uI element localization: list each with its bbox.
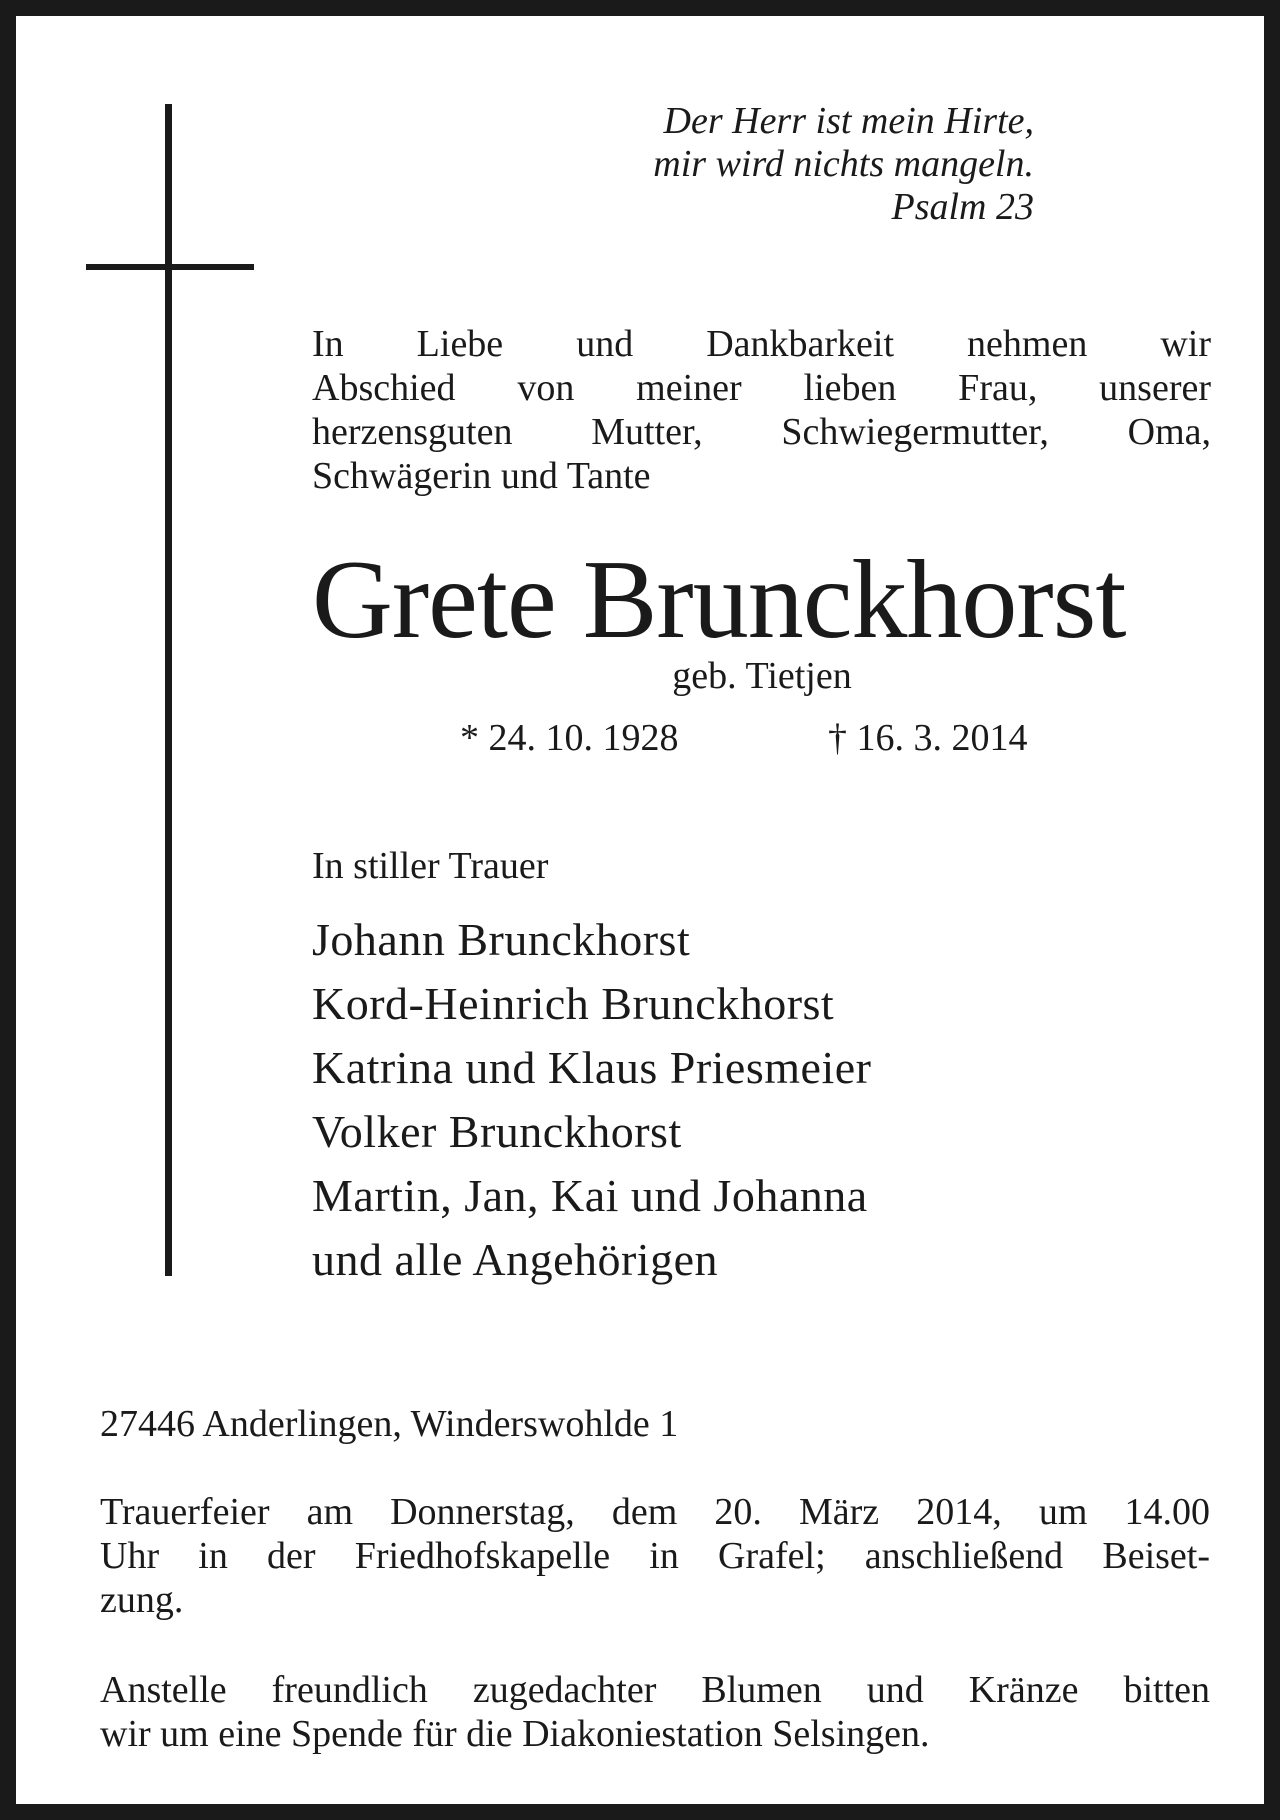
- birth-date: * 24. 10. 1928: [460, 717, 679, 759]
- intro-line-2: Abschied von meiner lieben Frau, unserer: [312, 367, 1211, 409]
- mourners-list: [312, 908, 871, 1292]
- mourner-name: und alle Angehörigen: [312, 1234, 719, 1285]
- verse-line-2: mir wird nichts mangeln.: [653, 143, 1034, 185]
- deceased-name: Grete Brunckhorst: [312, 538, 1126, 662]
- service-line-2: Uhr in der Friedhofskapelle in Grafel; anschließend Beiset-: [100, 1535, 1210, 1577]
- intro-line-1: In Liebe und Dankbarkeit nehmen wir: [312, 323, 1211, 365]
- mourner-name: Kord-Heinrich Brunckhorst: [312, 978, 835, 1029]
- mourner-name: Katrina und Klaus Priesmeier: [312, 1042, 872, 1093]
- donation-line-1: Anstelle freundlich zugedachter Blumen und Kränze bitten: [100, 1669, 1210, 1711]
- bible-verse: [436, 100, 1034, 229]
- mourner-name: Volker Brunckhorst: [312, 1106, 682, 1157]
- verse-reference: Psalm 23: [891, 186, 1034, 228]
- funeral-service-info: [100, 1490, 1210, 1622]
- verse-line-1: Der Herr ist mein Hirte,: [663, 100, 1034, 142]
- service-line-3: zung.: [100, 1579, 184, 1621]
- intro-line-4: Schwägerin und Tante: [312, 455, 651, 497]
- mourner-name: Martin, Jan, Kai und Johanna: [312, 1170, 868, 1221]
- death-date: † 16. 3. 2014: [828, 717, 1028, 759]
- family-address: 27446 Anderlingen, Winderswohlde 1: [100, 1403, 679, 1445]
- intro-paragraph: [312, 322, 1211, 498]
- maiden-name: geb. Tietjen: [672, 655, 852, 697]
- mourner-name: Johann Brunckhorst: [312, 914, 691, 965]
- donation-request: [100, 1668, 1210, 1756]
- mourning-label: In stiller Trauer: [312, 845, 549, 887]
- cross-vertical-bar: [165, 104, 172, 1276]
- service-line-1: Trauerfeier am Donnerstag, dem 20. März 2014, um 14.00: [100, 1491, 1210, 1533]
- cross-horizontal-bar: [86, 264, 254, 270]
- intro-line-3: herzensguten Mutter, Schwiegermutter, Oma,: [312, 411, 1211, 453]
- donation-line-2: wir um eine Spende für die Diakoniestation Selsingen.: [100, 1713, 930, 1755]
